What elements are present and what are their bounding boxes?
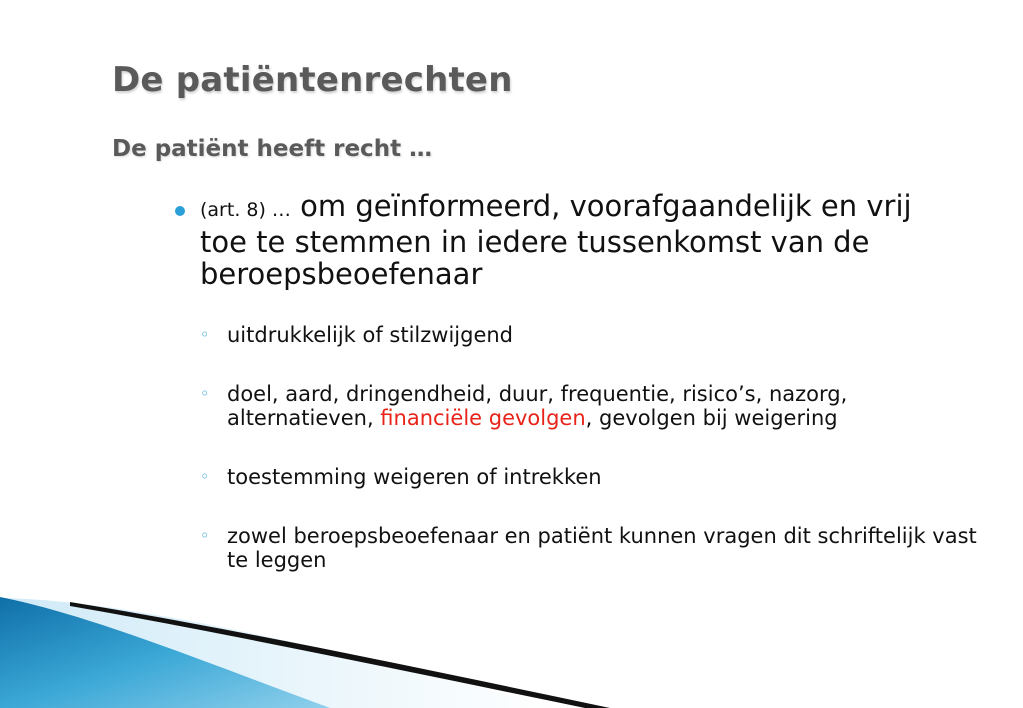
hollow-circle-bullet-icon: ◦ [200, 526, 210, 545]
slide-subtitle: De patiënt heeft recht … [112, 136, 433, 162]
slide-title: De patiëntenrechten [112, 60, 513, 100]
sub-bullet-text-before: doel, aard, dringendheid, duur, frequentie, risico’s, nazorg, alternatieven, [227, 382, 848, 430]
sub-bullet-text: uitdrukkelijk of stilzwijgend [227, 323, 514, 347]
main-bullet-prefix: (art. 8) … [200, 199, 291, 221]
sub-bullet-text-after: , gevolgen bij weigering [585, 406, 838, 430]
hollow-circle-bullet-icon: ◦ [200, 384, 210, 403]
hollow-circle-bullet-icon: ◦ [200, 467, 210, 486]
main-bullet-body: om geïnformeerd, voorafgaandelijk en vrij toe te stemmen in iedere tussenkomst van de beroepsbeoefenaar [200, 189, 912, 291]
highlighted-text: financiële gevolgen [380, 406, 586, 430]
sub-bullet-text: zowel beroepsbeoefenaar en patiënt kunnen vragen dit schriftelijk vast te leggen [227, 524, 977, 572]
hollow-circle-bullet-icon: ◦ [200, 325, 210, 344]
sub-bullet-text: toestemming weigeren of intrekken [227, 465, 602, 489]
